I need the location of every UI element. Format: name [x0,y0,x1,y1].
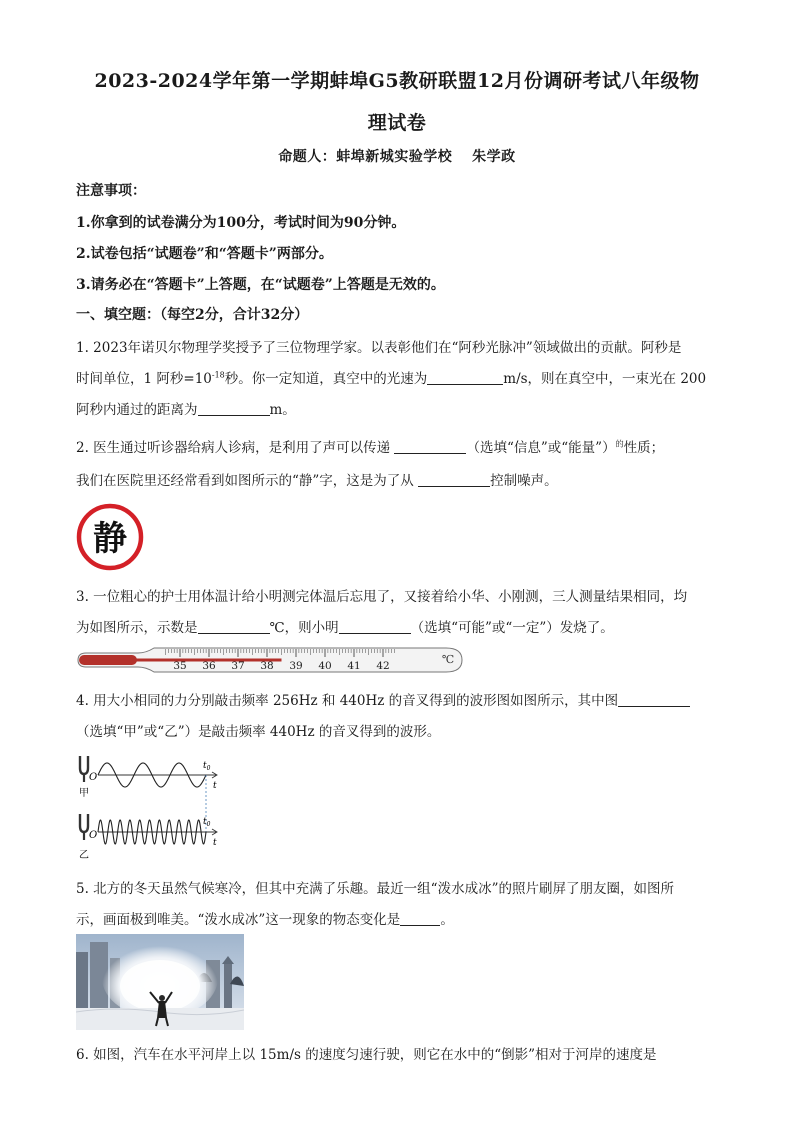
notes-item-2: 2.试卷包括“试题卷”和“答题卡”两部分。 [76,246,333,262]
notes-heading: 注意事项： [76,183,146,199]
exam-title-line1: 2023-2024学年第一学期蚌埠G5教研联盟12月份调研考试八年级物 [94,70,700,92]
q2-blank-1[interactable] [394,439,466,454]
splash-ice-photo [76,934,244,1030]
wave1-label: 甲 [79,788,89,799]
q1-text-d: 阿秒内通过的距离为 [76,402,198,418]
q1-text-b: 秒。你一定知道，真空中的光速为 [224,371,428,387]
q1-text-e: m。 [269,402,296,418]
q1-text-c: m/s，则在真空中，一束光在 200 [503,371,707,387]
thermometer-scale-label: 42 [376,660,390,672]
q2-text-c: 性质； [623,440,665,456]
q2-text-b: （选填“信息”或“能量”） [466,440,616,456]
notes-item-1: 1.你拿到的试卷满分为100分，考试时间为90分钟。 [76,215,406,231]
q1-line3 [76,398,726,418]
wave2-t0-label: $t_0$ [203,817,211,828]
q3-line2 [76,616,726,636]
q5-line1: 5. 北方的冬天虽然气候寒冷，但其中充满了乐趣。最近一组“泼水成冰”的照片刷屏了朋友圈，如图所 [76,881,674,897]
q2-line2 [76,469,726,489]
q6-line1: 6. 如图，汽车在水平河岸上以 15m/s 的速度匀速行驶，则它在水中的“倒影”相对于河岸的速度是 [76,1047,657,1063]
q2-text-a: 2. 医生通过听诊器给病人诊病，是利用了声可以传递 [76,440,391,456]
q5-blank[interactable] [400,911,440,926]
q4-text-a: 4. 用大小相同的力分别敲击频率 256Hz 和 440Hz 的音叉得到的波形图如图所示，其中图 [76,693,619,709]
quiet-sign-char: 静 [93,519,127,559]
thermometer-figure [76,645,466,675]
thermometer-scale-label: 38 [260,660,274,672]
q4-blank[interactable] [618,692,690,707]
section-heading: 一、填空题：（每空2分，合计32分） [76,307,309,323]
q1-exponent: -18 [211,370,225,380]
q3-text-a: 为如图所示，示数是 [76,620,198,636]
wave1-t-label: t [213,781,217,791]
thermometer-scale-label: 37 [231,660,245,672]
exam-title-line2: 理试卷 [367,112,427,134]
q1-line1: 1. 2023年诺贝尔物理学奖授予了三位物理学家。以表彰他们在“阿秒光脉冲”领域做出的贡献。阿秒是 [76,340,682,356]
q5-line2 [76,908,726,928]
q3-blank-1[interactable] [198,619,270,634]
q1-text-a: 时间单位，1 阿秒=10 [76,371,212,387]
tuning-fork-icon [80,756,88,774]
quiet-sign-figure [76,503,144,571]
q2-blank-2[interactable] [418,472,490,487]
q1-blank-1[interactable] [427,370,503,385]
thermometer-scale-label: 40 [318,660,332,672]
q3-line1: 3. 一位粗心的护士用体温计给小明测完体温后忘甩了，又接着给小华、小刚测，三人测量结果相同，均 [76,589,688,605]
wave2-origin: O [89,830,98,841]
thermometer-unit: ℃ [441,653,455,666]
q2-text-e: 控制噪声。 [490,473,558,489]
q5-text-a: 示，画面极到唯美。“泼水成冰”这一现象的物态变化是 [76,912,401,928]
wave2-t-label: t [213,838,217,848]
thermometer-scale-label: 39 [289,660,303,672]
q2-stray-char: 的 [615,439,624,449]
thermometer-scale-label: 41 [347,660,361,672]
q1-blank-2[interactable] [198,401,270,416]
q2-text-d: 我们在医院里还经常看到如图所示的“静”字，这是为了从 [76,473,414,489]
thermometer-scale-label: 36 [202,660,216,672]
waveform-figure [76,748,226,864]
q3-text-b: ℃，则小明 [269,620,339,636]
q2-line1 [76,436,726,456]
exam-author: 命题人：蚌埠新城实验学校 朱学政 [278,149,516,165]
q1-line2 [76,367,726,387]
q3-text-c: （选填“可能”或“一定”）发烧了。 [410,620,614,636]
thermometer-scale-label: 35 [173,660,187,672]
q4-line2: （选填“甲”或“乙”）是敲击频率 440Hz 的音叉得到的波形。 [76,724,441,740]
tuning-fork-icon [80,814,88,832]
q3-blank-2[interactable] [339,619,411,634]
notes-item-3: 3.请务必在“答题卡”上答题，在“试题卷”上答题是无效的。 [76,277,445,293]
wave2-label: 乙 [79,850,89,861]
wave1-t0-label: $t_0$ [203,761,211,772]
wave1-origin: O [89,772,98,783]
thermometer-bulb [79,655,137,665]
q4-line1 [76,689,726,709]
q5-text-b: 。 [440,912,454,928]
